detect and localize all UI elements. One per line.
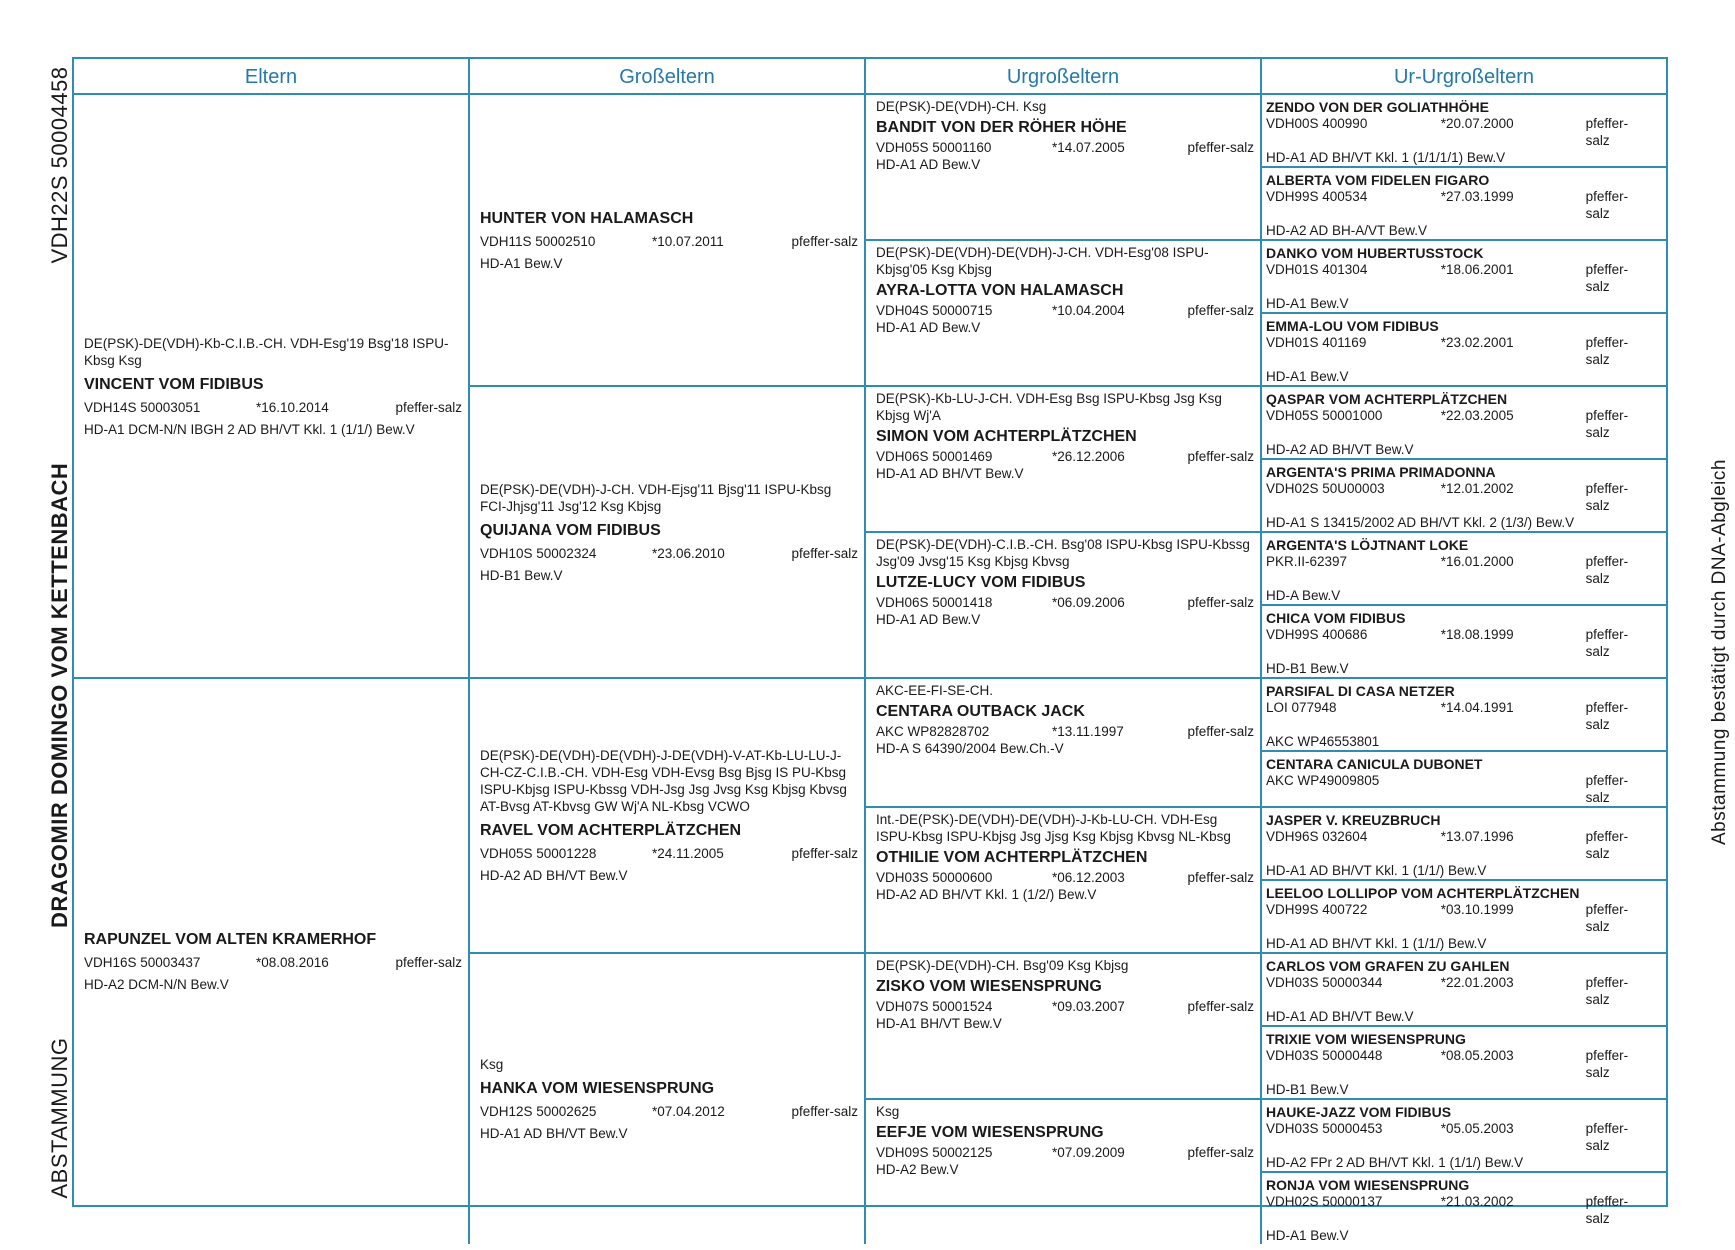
birth-date: *26.12.2006: [1052, 449, 1125, 464]
registration-number: VDH03S 50000453: [1266, 1121, 1383, 1136]
dog-registration-row: [84, 399, 462, 417]
birth-date: [1441, 772, 1586, 806]
dog-registration-row: [1266, 828, 1652, 862]
dog-registration-row: [1266, 334, 1652, 368]
health-results: HD-A2 AD BH-A/VT Bew.V: [1266, 223, 1428, 238]
coat-color: pfeffer-salz: [1585, 700, 1629, 732]
dna-note-vertical: Abstammung bestätigt durch DNA-Abgleich: [1709, 459, 1730, 845]
coat-color: pfeffer-salz: [1585, 116, 1629, 148]
health-results: HD-A1 AD Bew.V: [876, 157, 981, 172]
dog-name: RAVEL VOM ACHTERPLÄTZCHEN: [480, 822, 742, 839]
pedigree-entry: [74, 95, 470, 679]
coat-color: pfeffer-salz: [1585, 773, 1629, 805]
health-results: HD-A1 AD BH/VT Bew.V: [480, 1126, 628, 1141]
dog-titles: DE(PSK)-DE(VDH)-C.I.B.-CH. Bsg'08 ISPU-Kbsg ISPU-Kbssg Jsg'09 Jvsg'15 Ksg Kbjsg Kbvsg: [876, 537, 1250, 569]
pedigree-entry: [1262, 387, 1666, 460]
health-results: HD-A2 FPr 2 AD BH/VT Kkl. 1 (1/1/) Bew.V: [1266, 1155, 1524, 1170]
dog-registration-row: [1266, 115, 1652, 149]
dog-name: TRIXIE VOM WIESENSPRUNG: [1266, 1031, 1466, 1047]
birth-date: *16.10.2014: [256, 399, 329, 415]
dog-registration-row: [1266, 553, 1652, 587]
pedigree-entry: [470, 679, 866, 954]
pedigree-entry: [1262, 241, 1666, 314]
dog-name: BANDIT VON DER RÖHER HÖHE: [876, 119, 1127, 136]
dog-name: EEFJE VOM WIESENSPRUNG: [876, 1124, 1104, 1141]
birth-date: *18.06.2001: [1440, 262, 1514, 277]
dog-name: ARGENTA'S LÖJTNANT LOKE: [1266, 537, 1469, 553]
header-grosseltern: Großeltern: [470, 59, 866, 95]
dog-name: LEELOO LOLLIPOP VOM ACHTERPLÄTZCHEN: [1266, 885, 1580, 901]
dog-titles: AKC-EE-FI-SE-CH.: [876, 683, 994, 698]
registration-number: VDH04S 50000715: [876, 303, 993, 318]
dog-name: ALBERTA VOM FIDELEN FIGARO: [1266, 172, 1490, 188]
health-results: HD-A1 DCM-N/N IBGH 2 AD BH/VT Kkl. 1 (1/1/) Bew.V: [84, 421, 415, 437]
registration-number: AKC WP49009805: [1266, 773, 1380, 788]
dog-registration-row: [480, 1103, 858, 1121]
dog-name: OTHILIE VOM ACHTERPLÄTZCHEN: [876, 849, 1148, 866]
registration-number: VDH11S 50002510: [480, 233, 596, 249]
birth-date: *14.04.1991: [1440, 700, 1514, 715]
registration-number: VDH05S 50001000: [1266, 408, 1383, 423]
dog-name: ZENDO VON DER GOLIATHHÖHE: [1266, 99, 1489, 115]
birth-date: *13.11.1997: [1052, 724, 1124, 739]
registration-number: VDH05S 50001160: [876, 140, 992, 155]
pedigree-entry: [866, 387, 1262, 533]
health-results: HD-A2 AD BH/VT Bew.V: [1266, 442, 1414, 457]
birth-date: *23.06.2010: [652, 545, 725, 561]
health-results: HD-A2 DCM-N/N Bew.V: [84, 977, 229, 992]
coat-color: pfeffer-salz: [1585, 262, 1629, 294]
dog-name: DANKO VOM HUBERTUSSTOCK: [1266, 245, 1484, 261]
birth-date: *16.01.2000: [1440, 554, 1514, 569]
birth-date: *10.04.2004: [1052, 303, 1125, 318]
birth-date: *22.03.2005: [1440, 408, 1514, 423]
dog-registration-row: [1266, 772, 1652, 806]
coat-color: pfeffer-salz: [1187, 724, 1254, 739]
dog-registration-row: [480, 233, 858, 251]
pedigree-entry: [1262, 95, 1666, 168]
registration-number: VDH00S 400990: [1266, 116, 1368, 131]
dog-registration-row: [1266, 626, 1652, 660]
pedigree-entry: [1262, 1100, 1666, 1173]
registration-number: VDH01S 401169: [1266, 335, 1367, 350]
birth-date: *14.07.2005: [1052, 140, 1125, 155]
dog-registration-row: [1266, 480, 1652, 514]
dog-registration-row: [1266, 1193, 1652, 1227]
dog-registration-row: [876, 139, 1254, 156]
registration-number: VDH06S 50001469: [876, 449, 993, 464]
dog-registration-row: [1266, 261, 1652, 295]
coat-color: pfeffer-salz: [1585, 1194, 1629, 1226]
health-results: HD-B1 Bew.V: [480, 567, 563, 583]
pedigree-entry: [470, 387, 866, 679]
coat-color: pfeffer-salz: [791, 233, 858, 249]
birth-date: *21.03.2002: [1440, 1194, 1514, 1209]
health-results: HD-B1 Bew.V: [1266, 661, 1349, 676]
pedigree-entry: [470, 95, 866, 387]
dog-titles: DE(PSK)-DE(VDH)-DE(VDH)-J-CH. VDH-Esg'08 ISPU-Kbjsg'05 Ksg Kbjsg: [876, 245, 1209, 277]
coat-color: pfeffer-salz: [791, 846, 858, 861]
birth-date: *08.08.2016: [256, 955, 329, 970]
registration-number: VDH02S 50000137: [1266, 1194, 1383, 1209]
dog-name: ZISKO VOM WIESENSPRUNG: [876, 978, 1102, 995]
dog-name: HAUKE-JAZZ VOM FIDIBUS: [1266, 1104, 1452, 1120]
coat-color: pfeffer-salz: [395, 955, 462, 970]
birth-date: *08.05.2003: [1440, 1048, 1514, 1063]
dog-name: JASPER V. KREUZBRUCH: [1266, 812, 1441, 828]
dog-registration-row: [1266, 188, 1652, 222]
pedigree-entry: [866, 95, 1262, 241]
dog-name: CENTARA CANICULA DUBONET: [1266, 756, 1483, 772]
dog-name: HANKA VOM WIESENSPRUNG: [480, 1080, 715, 1097]
dog-registration-row: [1266, 407, 1652, 441]
registration-number: VDH96S 032604: [1266, 829, 1368, 844]
health-results: HD-A1 BH/VT Bew.V: [876, 1016, 1002, 1031]
dog-registration-row: [876, 594, 1254, 611]
dog-registration-row: [876, 723, 1254, 740]
registration-number: VDH14S 50003051: [84, 399, 201, 415]
health-results: HD-A2 AD BH/VT Kkl. 1 (1/2/) Bew.V: [876, 887, 1097, 902]
coat-color: pfeffer-salz: [1187, 303, 1254, 318]
birth-date: *07.04.2012: [652, 1104, 725, 1119]
birth-date: *05.05.2003: [1440, 1121, 1514, 1136]
registration-number: PKR.II-62397: [1266, 554, 1348, 569]
pedigree-entry: [866, 808, 1262, 954]
coat-color: pfeffer-salz: [791, 1104, 858, 1119]
dog-name: SIMON VOM ACHTERPLÄTZCHEN: [876, 428, 1137, 445]
dog-titles: Ksg: [876, 1104, 900, 1119]
header-urgrosseltern: Urgroßeltern: [866, 59, 1262, 95]
birth-date: *03.10.1999: [1440, 902, 1514, 917]
health-results: HD-A Bew.V: [1266, 588, 1341, 603]
pedigree-entry: [1262, 533, 1666, 606]
registration-number: VDH99S 400534: [1266, 189, 1368, 204]
registration-number: VDH03S 50000344: [1266, 975, 1383, 990]
pedigree-entry: [1262, 679, 1666, 752]
health-results: AKC WP46553801: [1266, 734, 1380, 749]
header-eltern: Eltern: [74, 59, 470, 95]
pedigree-entry: [1262, 881, 1666, 954]
dog-registration-row: [1266, 1047, 1652, 1081]
coat-color: pfeffer-salz: [1187, 595, 1254, 610]
registration-number: VDH06S 50001418: [876, 595, 993, 610]
dog-registration-row: [876, 448, 1254, 465]
health-results: HD-A1 S 13415/2002 AD BH/VT Kkl. 2 (1/3/) Bew.V: [1266, 515, 1575, 530]
pedigree-entry: [1262, 314, 1666, 387]
health-results: HD-A1 Bew.V: [1266, 369, 1349, 384]
health-results: HD-A2 AD BH/VT Bew.V: [480, 868, 628, 883]
coat-color: pfeffer-salz: [1585, 189, 1629, 221]
pedigree-entry: [1262, 606, 1666, 679]
coat-color: pfeffer-salz: [1585, 627, 1629, 659]
registration-number: LOI 077948: [1266, 700, 1337, 715]
registration-number: VDH99S 400722: [1266, 902, 1368, 917]
registration-number: VDH01S 401304: [1266, 262, 1368, 277]
registration-number: VDH09S 50002125: [876, 1145, 993, 1160]
coat-color: pfeffer-salz: [791, 545, 858, 561]
dog-registration-row: [1266, 901, 1652, 935]
pedigree-entry: [1262, 954, 1666, 1027]
dog-name: RONJA VOM WIESENSPRUNG: [1266, 1177, 1470, 1193]
birth-date: *07.09.2009: [1052, 1145, 1125, 1160]
health-results: HD-A2 Bew.V: [876, 1162, 959, 1177]
header-ur-urgrosseltern: Ur-Urgroßeltern: [1262, 59, 1666, 95]
pedigree-entry: [866, 241, 1262, 387]
dog-name: CENTARA OUTBACK JACK: [876, 703, 1085, 720]
health-results: HD-A1 Bew.V: [480, 255, 563, 271]
health-results: HD-A1 Bew.V: [1266, 296, 1349, 311]
dog-name: HUNTER VON HALAMASCH: [480, 209, 694, 227]
dog-name: CARLOS VOM GRAFEN ZU GAHLEN: [1266, 958, 1510, 974]
registration-number: AKC WP82828702: [876, 724, 990, 739]
dog-titles: DE(PSK)-DE(VDH)-CH. Bsg'09 Ksg Kbjsg: [876, 958, 1129, 973]
registration-number: VDH03S 50000600: [876, 870, 993, 885]
coat-color: pfeffer-salz: [1187, 870, 1254, 885]
dog-name: PARSIFAL DI CASA NETZER: [1266, 683, 1455, 699]
health-results: HD-B1 Bew.V: [1266, 1082, 1349, 1097]
dog-titles: DE(PSK)-Kb-LU-J-CH. VDH-Esg Bsg ISPU-Kbsg Jsg Ksg Kbjsg Wj'A: [876, 391, 1222, 423]
coat-color: pfeffer-salz: [1187, 140, 1254, 155]
coat-color: pfeffer-salz: [1585, 975, 1629, 1007]
registration-number: VDH16S 50003437: [84, 955, 201, 970]
dog-name: CHICA VOM FIDIBUS: [1266, 610, 1406, 626]
coat-color: pfeffer-salz: [1187, 1145, 1254, 1160]
registration-number: VDH02S 50U00003: [1266, 481, 1385, 496]
birth-date: *06.12.2003: [1052, 870, 1125, 885]
dog-name: EMMA-LOU VOM FIDIBUS: [1266, 318, 1439, 334]
pedigree-entry: [1262, 808, 1666, 881]
coat-color: pfeffer-salz: [1187, 999, 1254, 1014]
health-results: HD-A1 AD BH/VT Bew.V: [1266, 1009, 1414, 1024]
health-results: HD-A1 Bew.V: [1266, 1228, 1349, 1243]
registration-number: VDH03S 50000448: [1266, 1048, 1383, 1063]
pedigree-entry: [1262, 460, 1666, 533]
dog-name: RAPUNZEL VOM ALTEN KRAMERHOF: [84, 931, 377, 948]
birth-date: *09.03.2007: [1052, 999, 1125, 1014]
coat-color: pfeffer-salz: [1585, 408, 1629, 440]
coat-color: pfeffer-salz: [395, 399, 462, 415]
health-results: HD-A S 64390/2004 Bew.Ch.-V: [876, 741, 1064, 756]
registration-number: VDH07S 50001524: [876, 999, 993, 1014]
dog-titles: DE(PSK)-DE(VDH)-Kb-C.I.B.-CH. VDH-Esg'19 Bsg'18 ISPU-Kbsg Ksg: [84, 335, 449, 368]
pedigree-entry: [1262, 1173, 1666, 1244]
coat-color: pfeffer-salz: [1585, 554, 1629, 586]
pedigree-entry: [470, 954, 866, 1244]
section-label-vertical: ABSTAMMUNG: [47, 1037, 72, 1199]
pedigree-table: [72, 57, 1668, 1243]
coat-color: pfeffer-salz: [1585, 902, 1629, 934]
registration-number-vertical: VDH22S 50004458: [47, 66, 72, 264]
health-results: HD-A1 AD BH/VT Kkl. 1 (1/1/) Bew.V: [1266, 936, 1487, 951]
registration-number: VDH12S 50002625: [480, 1104, 597, 1119]
health-results: HD-A1 AD BH/VT Kkl. 1 (1/1/) Bew.V: [1266, 863, 1487, 878]
health-results: HD-A1 AD BH/VT Bew.V: [876, 466, 1024, 481]
pedigree-entry: [866, 1100, 1262, 1244]
dog-registration-row: [876, 302, 1254, 319]
birth-date: *18.08.1999: [1440, 627, 1514, 642]
dog-registration-row: [84, 954, 462, 972]
dog-registration-row: [876, 998, 1254, 1015]
pedigree-entry: [1262, 168, 1666, 241]
coat-color: pfeffer-salz: [1187, 449, 1254, 464]
dog-name: VINCENT VOM FIDIBUS: [84, 375, 264, 393]
coat-color: pfeffer-salz: [1585, 829, 1629, 861]
coat-color: pfeffer-salz: [1585, 1121, 1629, 1153]
birth-date: *10.07.2011: [652, 233, 724, 249]
dog-titles: Ksg: [480, 1057, 504, 1072]
birth-date: *13.07.1996: [1440, 829, 1514, 844]
dog-name-vertical: DRAGOMIR DOMINGO VOM KETTENBACH: [47, 462, 72, 928]
pedigree-entry: [866, 954, 1262, 1100]
dog-registration-row: [876, 869, 1254, 886]
birth-date: *20.07.2000: [1440, 116, 1514, 131]
birth-date: *24.11.2005: [652, 846, 724, 861]
dog-name: QUIJANA VOM FIDIBUS: [480, 521, 661, 539]
birth-date: *27.03.1999: [1440, 189, 1514, 204]
dog-registration-row: [1266, 1120, 1652, 1154]
dog-name: LUTZE-LUCY VOM FIDIBUS: [876, 574, 1086, 591]
registration-number: VDH05S 50001228: [480, 846, 597, 861]
health-results: HD-A1 AD BH/VT Kkl. 1 (1/1/1/1) Bew.V: [1266, 150, 1506, 165]
health-results: HD-A1 AD Bew.V: [876, 612, 981, 627]
coat-color: pfeffer-salz: [1585, 481, 1629, 513]
pedigree-entry: [74, 679, 470, 1244]
coat-color: pfeffer-salz: [1585, 1048, 1629, 1080]
birth-date: *06.09.2006: [1052, 595, 1125, 610]
dog-titles: DE(PSK)-DE(VDH)-J-CH. VDH-Ejsg'11 Bjsg'11 ISPU-Kbsg FCI-Jhjsg'11 Jsg'12 Ksg Kbjsg: [480, 481, 832, 514]
registration-number: VDH10S 50002324: [480, 545, 597, 561]
birth-date: *12.01.2002: [1440, 481, 1514, 496]
pedigree-entry: [1262, 752, 1666, 808]
dog-name: ARGENTA'S PRIMA PRIMADONNA: [1266, 464, 1496, 480]
dog-registration-row: [480, 845, 858, 863]
dog-registration-row: [480, 545, 858, 563]
health-results: HD-A1 AD Bew.V: [876, 320, 981, 335]
dog-titles: DE(PSK)-DE(VDH)-DE(VDH)-J-DE(VDH)-V-AT-Kb-LU-LU-J-CH-CZ-C.I.B.-CH. VDH-Esg VDH-Evsg Bsg Bjsg IS PU-Kbsg ISPU-Kbjsg ISPU-Kbssg VDH-Jsg Jsg Jvsg Ksg Kbjsg Kbvsg AT-Bvsg AT-Kbvsg GW Wj'A NL-Kbsg VCWO: [480, 748, 847, 814]
birth-date: *23.02.2001: [1440, 335, 1514, 350]
dog-titles: DE(PSK)-DE(VDH)-CH. Ksg: [876, 99, 1047, 114]
coat-color: pfeffer-salz: [1585, 335, 1629, 367]
dog-registration-row: [1266, 974, 1652, 1008]
pedigree-entry: [1262, 1027, 1666, 1100]
dog-registration-row: [876, 1144, 1254, 1161]
dog-name: QASPAR VOM ACHTERPLÄTZCHEN: [1266, 391, 1508, 407]
birth-date: *22.01.2003: [1440, 975, 1514, 990]
dog-titles: Int.-DE(PSK)-DE(VDH)-DE(VDH)-J-Kb-LU-CH. VDH-Esg ISPU-Kbsg ISPU-Kbjsg Jsg Jjsg Ksg Kbjsg Kbvsg NL-Kbsg: [876, 812, 1231, 844]
pedigree-entry: [866, 533, 1262, 679]
dog-name: AYRA-LOTTA VON HALAMASCH: [876, 282, 1124, 299]
registration-number: VDH99S 400686: [1266, 627, 1368, 642]
dog-registration-row: [1266, 699, 1652, 733]
pedigree-entry: [866, 679, 1262, 808]
